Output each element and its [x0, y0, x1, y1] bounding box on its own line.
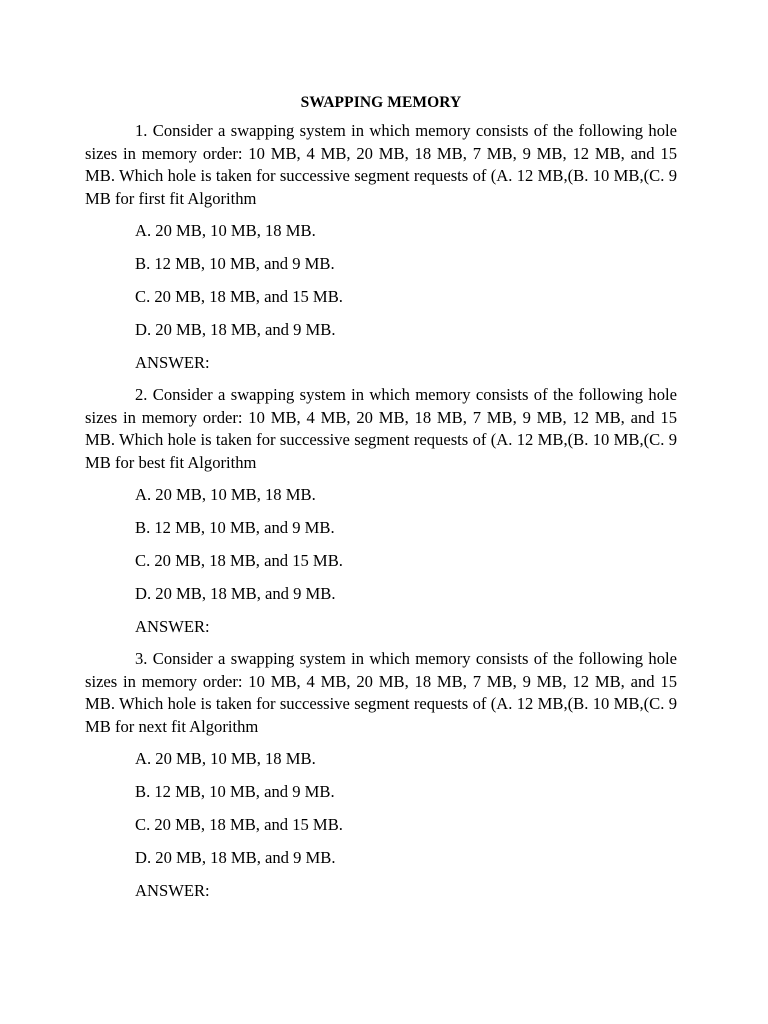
option-c: C. 20 MB, 18 MB, and 15 MB.	[135, 551, 343, 570]
option-a: A. 20 MB, 10 MB, 18 MB.	[135, 749, 316, 768]
option-b: B. 12 MB, 10 MB, and 9 MB.	[135, 782, 335, 801]
answer-label: ANSWER:	[135, 353, 210, 372]
option-c: C. 20 MB, 18 MB, and 15 MB.	[135, 287, 343, 306]
question-1	[85, 120, 677, 374]
answer-label: ANSWER:	[135, 881, 210, 900]
option-b: B. 12 MB, 10 MB, and 9 MB.	[135, 518, 335, 537]
option-d: D. 20 MB, 18 MB, and 9 MB.	[135, 320, 336, 339]
option-d: D. 20 MB, 18 MB, and 9 MB.	[135, 848, 336, 867]
document-page	[85, 92, 677, 912]
option-a: A. 20 MB, 10 MB, 18 MB.	[135, 485, 316, 504]
option-a: A. 20 MB, 10 MB, 18 MB.	[135, 221, 316, 240]
question-3	[85, 648, 677, 902]
page-title: SWAPPING MEMORY	[300, 94, 462, 111]
option-b: B. 12 MB, 10 MB, and 9 MB.	[135, 254, 335, 273]
question-text: 1. Consider a swapping system in which memory consists of the following hole sizes in memory order: 10 MB, 4 MB, 20 MB, 18 MB, 7 MB, 9 MB, 12 MB, and 15 MB. Which hole is taken for successive segment requests of (A. 12 MB,(B. 10 MB,(C. 9 MB for first fit Algorithm	[85, 121, 677, 208]
answer-label: ANSWER:	[135, 617, 210, 636]
question-text: 2. Consider a swapping system in which memory consists of the following hole sizes in memory order: 10 MB, 4 MB, 20 MB, 18 MB, 7 MB, 9 MB, 12 MB, and 15 MB. Which hole is taken for successive segment requests of (A. 12 MB,(B. 10 MB,(C. 9 MB for best fit Algorithm	[85, 385, 677, 472]
option-c: C. 20 MB, 18 MB, and 15 MB.	[135, 815, 343, 834]
option-d: D. 20 MB, 18 MB, and 9 MB.	[135, 584, 336, 603]
question-2	[85, 384, 677, 638]
question-text: 3. Consider a swapping system in which memory consists of the following hole sizes in memory order: 10 MB, 4 MB, 20 MB, 18 MB, 7 MB, 9 MB, 12 MB, and 15 MB. Which hole is taken for successive segment requests of (A. 12 MB,(B. 10 MB,(C. 9 MB for next fit Algorithm	[85, 649, 677, 736]
